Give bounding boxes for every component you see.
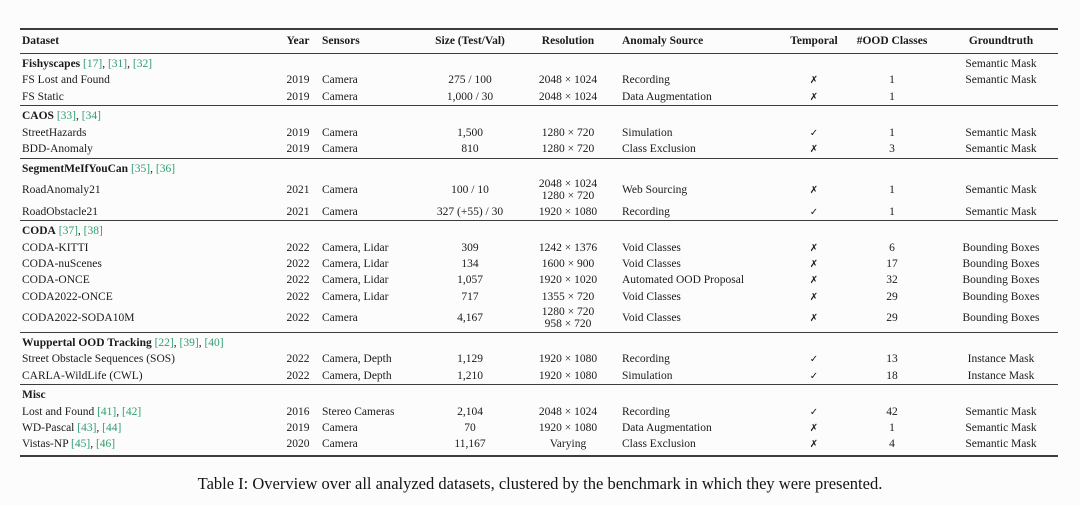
- table-row: [20, 178, 1058, 204]
- table-row: [20, 73, 1058, 89]
- cross-icon: ✗: [809, 75, 819, 87]
- empty-cell: [840, 385, 944, 404]
- ood-classes-cell: 32: [886, 274, 898, 287]
- year-cell: 2016: [286, 405, 310, 418]
- section-title-cell: [20, 385, 276, 404]
- dataset-name: StreetHazards: [22, 126, 87, 139]
- groundtruth-cell: Bounding Boxes: [962, 290, 1040, 303]
- size-cell: 309: [461, 241, 479, 254]
- empty-cell: [620, 106, 788, 125]
- resolution-cell: 1920 × 1020: [538, 274, 598, 287]
- section-title-cell: Fishyscapes [17], [31], [32]: [22, 58, 153, 70]
- anomaly-source-cell: Void Classes: [622, 258, 681, 271]
- section-name: SegmentMeIfYouCan: [22, 162, 129, 175]
- col-header-anomaly-source: Anomaly Source: [620, 29, 788, 54]
- anomaly-source-cell: Automated OOD Proposal: [622, 274, 745, 287]
- citation-link[interactable]: [37]: [58, 225, 78, 238]
- groundtruth-cell: [944, 158, 1058, 177]
- empty-cell: [516, 54, 620, 73]
- groundtruth-cell: Semantic Mask: [965, 422, 1037, 435]
- empty-cell: [840, 158, 944, 177]
- resolution-cell: 1280 × 720: [541, 143, 595, 156]
- dataset-name: CODA-nuScenes: [22, 258, 102, 271]
- size-cell: 275 / 100: [448, 74, 492, 87]
- empty-cell: [516, 106, 620, 125]
- empty-cell: [516, 221, 620, 240]
- anomaly-source-cell: Recording: [622, 405, 670, 418]
- anomaly-source-cell: Data Augmentation: [622, 90, 712, 103]
- resolution-cell: [516, 306, 620, 333]
- year-cell: 2022: [286, 274, 310, 287]
- citation-link[interactable]: [44]: [102, 422, 122, 435]
- cross-icon: ✗: [809, 313, 819, 325]
- sensors-cell: Camera: [322, 74, 358, 87]
- empty-cell: [516, 158, 620, 177]
- dataset-name: CODA-KITTI: [22, 241, 89, 254]
- size-cell: 134: [461, 258, 479, 271]
- citation-link[interactable]: [40]: [204, 336, 224, 349]
- empty-cell: [620, 385, 788, 404]
- size-cell: 1,057: [457, 274, 483, 287]
- ood-classes-cell: 4: [840, 437, 944, 457]
- sensors-cell: Camera: [322, 184, 358, 197]
- size-cell: 1,000 / 30: [446, 90, 494, 103]
- year-cell: 2022: [286, 312, 310, 325]
- sensors-cell: Camera, Depth: [322, 369, 392, 382]
- check-icon: ✓: [809, 354, 819, 366]
- dataset-cell: Lost and Found [41], [42]: [22, 405, 142, 418]
- sensors-cell: Camera: [322, 143, 358, 156]
- dataset-cell: [20, 125, 276, 141]
- citation-link[interactable]: [32]: [132, 58, 153, 70]
- check-icon: ✓: [809, 127, 819, 139]
- empty-cell: [276, 54, 320, 73]
- citation-link[interactable]: [17]: [83, 58, 103, 70]
- ood-classes-cell: 1: [889, 90, 895, 103]
- ood-classes-cell: 1: [889, 422, 895, 435]
- dataset-cell: [20, 204, 276, 221]
- groundtruth-cell: Semantic Mask: [965, 58, 1037, 70]
- check-icon: ✓: [809, 206, 819, 218]
- cross-icon: ✗: [809, 91, 819, 103]
- anomaly-source-cell: Recording: [622, 205, 670, 218]
- empty-cell: [424, 332, 516, 351]
- anomaly-source-cell: Web Sourcing: [622, 184, 688, 197]
- groundtruth-cell: Semantic Mask: [944, 437, 1058, 457]
- cross-icon: ✗: [809, 423, 819, 435]
- groundtruth-cell: Instance Mask: [967, 353, 1035, 366]
- cross-icon: ✗: [809, 185, 819, 197]
- dataset-cell: [20, 240, 276, 256]
- section-row: [20, 332, 1058, 351]
- anomaly-source-cell: Simulation: [622, 369, 673, 382]
- dataset-name: WD-Pascal: [22, 422, 75, 435]
- ood-classes-cell: 18: [886, 369, 898, 382]
- groundtruth-cell: Instance Mask: [967, 369, 1035, 382]
- empty-cell: [788, 54, 840, 73]
- sensors-cell: Stereo Cameras: [322, 405, 395, 418]
- col-header-year: Year: [276, 29, 320, 54]
- dataset-cell: [20, 89, 276, 106]
- dataset-name: Street Obstacle Sequences (SOS): [22, 353, 175, 366]
- groundtruth-cell: Semantic Mask: [965, 143, 1037, 156]
- resolution-line: 1280 × 720: [541, 306, 595, 319]
- section-name: CODA: [22, 225, 56, 238]
- dataset-cell: [20, 289, 276, 305]
- sensors-cell: Camera, Lidar: [322, 241, 389, 254]
- size-cell: 70: [464, 422, 476, 435]
- anomaly-source-cell: Void Classes: [622, 241, 681, 254]
- check-icon: ✓: [809, 406, 819, 418]
- dataset-cell: [20, 142, 276, 159]
- anomaly-source-cell: Class Exclusion: [622, 143, 696, 156]
- resolution-line: 958 × 720: [544, 317, 592, 330]
- dataset-name: CODA2022-SODA10M: [22, 312, 135, 325]
- resolution-cell: 1920 × 1080: [538, 353, 598, 366]
- year-cell: 2021: [286, 184, 310, 197]
- empty-cell: [840, 221, 944, 240]
- size-cell: 2,104: [457, 405, 483, 418]
- size-cell: 1,210: [457, 369, 483, 382]
- table-row: [20, 289, 1058, 305]
- empty-cell: [424, 158, 516, 177]
- col-header-ood-classes: #OOD Classes: [840, 29, 944, 54]
- citation-link[interactable]: [35]: [130, 162, 151, 175]
- resolution-cell: 1920 × 1080: [538, 369, 598, 382]
- dataset-name: CARLA-WildLife (CWL): [22, 369, 143, 382]
- year-cell: 2022: [286, 258, 310, 271]
- table-row: [20, 404, 1058, 420]
- groundtruth-cell: Bounding Boxes: [962, 241, 1040, 254]
- sensors-cell: Camera, Lidar: [322, 258, 389, 271]
- citation-link[interactable]: [36]: [155, 162, 176, 175]
- year-cell: 2022: [286, 290, 310, 303]
- empty-cell: [320, 332, 424, 351]
- resolution-cell: 1242 × 1376: [538, 241, 598, 254]
- citation-link[interactable]: [45]: [71, 438, 91, 451]
- groundtruth-cell: Bounding Boxes: [962, 258, 1040, 271]
- size-cell: 327 (+55) / 30: [436, 205, 504, 218]
- ood-classes-cell: 29: [886, 312, 898, 325]
- dataset-cell: [20, 352, 276, 368]
- sensors-cell: Camera: [322, 312, 358, 325]
- dataset-cell: [20, 178, 276, 204]
- anomaly-source-cell: Recording: [622, 74, 670, 87]
- anomaly-source-cell: Data Augmentation: [622, 422, 712, 435]
- resolution-cell: Varying: [516, 437, 620, 457]
- empty-cell: [788, 106, 840, 125]
- resolution-line: 2048 × 1024: [538, 178, 598, 191]
- size-cell: 11,167: [424, 437, 516, 457]
- ood-classes-cell: 1: [889, 126, 895, 139]
- section-name: Misc: [22, 389, 46, 402]
- empty-cell: [276, 332, 320, 351]
- section-title-cell: Wuppertal OOD Tracking [22], [39], [40]: [20, 332, 276, 351]
- dataset-name: CODA2022-ONCE: [22, 290, 113, 303]
- header-row: [20, 29, 1058, 54]
- anomaly-source-cell: Recording: [622, 353, 670, 366]
- col-header-sensors: Sensors: [320, 29, 424, 54]
- empty-cell: [276, 158, 320, 177]
- ood-classes-cell: 6: [889, 241, 895, 254]
- check-icon: ✓: [809, 370, 819, 382]
- resolution-cell: 2048 × 1024: [538, 405, 598, 418]
- cross-icon: ✗: [809, 144, 819, 156]
- resolution-cell: 1920 × 1080: [538, 205, 598, 218]
- table-row: [20, 306, 1058, 333]
- empty-cell: [320, 385, 424, 404]
- empty-cell: [320, 221, 424, 240]
- dataset-cell: [20, 306, 276, 333]
- empty-cell: [276, 106, 320, 125]
- empty-cell: [840, 54, 944, 73]
- dataset-name: CODA-ONCE: [22, 274, 90, 287]
- table-row: [20, 368, 1058, 385]
- sensors-cell: Camera: [322, 422, 358, 435]
- section-row: [20, 385, 1058, 404]
- groundtruth-cell: [944, 221, 1058, 240]
- ood-classes-cell: 17: [886, 258, 898, 271]
- resolution-cell: 1920 × 1080: [538, 422, 598, 435]
- resolution-line: 1280 × 720: [541, 189, 595, 202]
- empty-cell: [516, 385, 620, 404]
- empty-cell: [620, 221, 788, 240]
- dataset-cell: WD-Pascal [43], [44]: [22, 422, 122, 435]
- empty-cell: [840, 106, 944, 125]
- citation-link[interactable]: [38]: [83, 225, 103, 238]
- resolution-cell: 2048 × 1024: [538, 90, 598, 103]
- cross-icon: ✗: [809, 291, 819, 303]
- dataset-cell: [20, 73, 276, 89]
- sensors-cell: Camera: [322, 90, 358, 103]
- ood-classes-cell: 29: [886, 290, 898, 303]
- dataset-name: BDD-Anomaly: [22, 143, 93, 156]
- resolution-cell: 1355 × 720: [541, 290, 595, 303]
- section-title-cell: CAOS [33], [34]: [20, 106, 276, 125]
- groundtruth-cell: Semantic Mask: [965, 405, 1037, 418]
- dataset-cell: Vistas-NP [45], [46]: [20, 437, 276, 457]
- groundtruth-cell: Semantic Mask: [965, 126, 1037, 139]
- table-row: [20, 240, 1058, 256]
- groundtruth-cell: [944, 106, 1058, 125]
- citation-link[interactable]: [41]: [97, 405, 117, 418]
- citation-link[interactable]: [33]: [56, 110, 76, 123]
- table-row: [20, 420, 1058, 436]
- groundtruth-cell: [944, 89, 1058, 106]
- dataset-name: RoadAnomaly21: [22, 184, 101, 197]
- dataset-cell: [20, 273, 276, 289]
- empty-cell: [788, 158, 840, 177]
- cross-icon: ✗: [809, 242, 819, 254]
- empty-cell: [424, 106, 516, 125]
- sensors-cell: Camera, Lidar: [322, 290, 389, 303]
- col-header-dataset: Dataset: [20, 29, 276, 54]
- table-row: [20, 437, 1058, 457]
- dataset-name: Lost and Found: [22, 405, 95, 418]
- anomaly-source-cell: Void Classes: [622, 290, 681, 303]
- section-name: Fishyscapes: [22, 58, 81, 70]
- year-cell: 2019: [286, 90, 310, 103]
- empty-cell: [276, 221, 320, 240]
- groundtruth-cell: Bounding Boxes: [962, 312, 1040, 325]
- citation-link[interactable]: [42]: [122, 405, 142, 418]
- year-cell: 2019: [286, 126, 310, 139]
- col-header-temporal: Temporal: [788, 29, 840, 54]
- ood-classes-cell: 3: [889, 143, 895, 156]
- empty-cell: [620, 158, 788, 177]
- section-row: [20, 158, 1058, 177]
- year-cell: 2022: [286, 369, 310, 382]
- ood-classes-cell: 1: [889, 205, 895, 218]
- groundtruth-cell: [944, 332, 1058, 351]
- dataset-cell: [20, 368, 276, 385]
- datasets-table: [20, 28, 1058, 457]
- size-cell: 717: [461, 290, 479, 303]
- citation-link[interactable]: [22]: [154, 336, 174, 349]
- sensors-cell: Camera: [322, 126, 358, 139]
- citation-link[interactable]: [34]: [81, 110, 101, 123]
- table-row: [20, 89, 1058, 106]
- table-row: [20, 352, 1058, 368]
- section-row: [20, 221, 1058, 240]
- empty-cell: [320, 158, 424, 177]
- anomaly-source-cell: Void Classes: [622, 312, 681, 325]
- year-cell: 2022: [286, 241, 310, 254]
- cross-icon: ✗: [788, 437, 840, 457]
- section-title-cell: CODA [37], [38]: [20, 221, 276, 240]
- resolution-cell: 1600 × 900: [541, 258, 595, 271]
- sensors-cell: Camera, Lidar: [322, 274, 389, 287]
- anomaly-source-cell: Class Exclusion: [620, 437, 788, 457]
- size-cell: 4,167: [457, 312, 483, 325]
- empty-cell: [620, 332, 788, 351]
- resolution-cell: 1280 × 720: [541, 126, 595, 139]
- citation-link[interactable]: [39]: [179, 336, 199, 349]
- empty-cell: [320, 54, 424, 73]
- dataset-name: Vistas-NP: [22, 438, 69, 451]
- resolution-cell: 2048 × 1024: [538, 74, 598, 87]
- empty-cell: [424, 385, 516, 404]
- citation-link[interactable]: [43]: [77, 422, 97, 435]
- section-row: [20, 54, 1058, 73]
- sensors-cell: Camera: [322, 205, 358, 218]
- empty-cell: [788, 385, 840, 404]
- ood-classes-cell: 1: [889, 184, 895, 197]
- groundtruth-cell: Semantic Mask: [965, 74, 1037, 87]
- ood-classes-cell: 1: [889, 74, 895, 87]
- table-row: [20, 256, 1058, 272]
- section-row: [20, 106, 1058, 125]
- size-cell: 1,500: [457, 126, 483, 139]
- resolution-cell: [516, 178, 620, 204]
- groundtruth-cell: Semantic Mask: [965, 184, 1037, 197]
- table-row: [20, 125, 1058, 141]
- groundtruth-cell: [944, 385, 1058, 404]
- year-cell: 2019: [286, 143, 310, 156]
- empty-cell: [840, 332, 944, 351]
- empty-cell: [424, 54, 516, 73]
- empty-cell: [276, 385, 320, 404]
- ood-classes-cell: 13: [886, 353, 898, 366]
- col-header-resolution: Resolution: [516, 29, 620, 54]
- section-name: Wuppertal OOD Tracking: [22, 336, 152, 349]
- dataset-cell: [20, 256, 276, 272]
- dataset-name: FS Static: [22, 90, 64, 103]
- groundtruth-cell: Bounding Boxes: [962, 274, 1040, 287]
- size-cell: 810: [461, 143, 479, 156]
- size-cell: 100 / 10: [451, 184, 489, 197]
- empty-cell: [320, 106, 424, 125]
- year-cell: 2022: [286, 353, 310, 366]
- empty-cell: [620, 54, 788, 73]
- empty-cell: [788, 332, 840, 351]
- sensors-cell: Camera: [320, 437, 424, 457]
- sensors-cell: Camera, Depth: [322, 353, 392, 366]
- empty-cell: [424, 221, 516, 240]
- size-cell: 1,129: [457, 353, 483, 366]
- ood-classes-cell: 42: [886, 405, 898, 418]
- cross-icon: ✗: [809, 275, 819, 287]
- col-header-groundtruth: Groundtruth: [944, 29, 1058, 54]
- empty-cell: [788, 221, 840, 240]
- col-header-size: Size (Test/Val): [424, 29, 516, 54]
- groundtruth-cell: Semantic Mask: [965, 205, 1037, 218]
- table-row: [20, 273, 1058, 289]
- citation-link[interactable]: [46]: [95, 438, 116, 451]
- year-cell: 2021: [286, 205, 310, 218]
- section-title-cell: SegmentMeIfYouCan [35], [36]: [20, 158, 276, 177]
- dataset-name: RoadObstacle21: [22, 205, 99, 218]
- year-cell: 2019: [286, 422, 310, 435]
- dataset-name: FS Lost and Found: [22, 74, 110, 87]
- year-cell: 2020: [276, 437, 320, 457]
- table-row: [20, 204, 1058, 221]
- year-cell: 2019: [286, 74, 310, 87]
- section-name: CAOS: [22, 110, 54, 123]
- citation-link[interactable]: [31]: [107, 58, 128, 70]
- table-row: [20, 142, 1058, 159]
- cross-icon: ✗: [809, 259, 819, 271]
- table-caption: Table I: Overview over all analyzed datasets, clustered by the benchmark in which they were presented.: [197, 474, 883, 493]
- anomaly-source-cell: Simulation: [622, 126, 673, 139]
- empty-cell: [516, 332, 620, 351]
